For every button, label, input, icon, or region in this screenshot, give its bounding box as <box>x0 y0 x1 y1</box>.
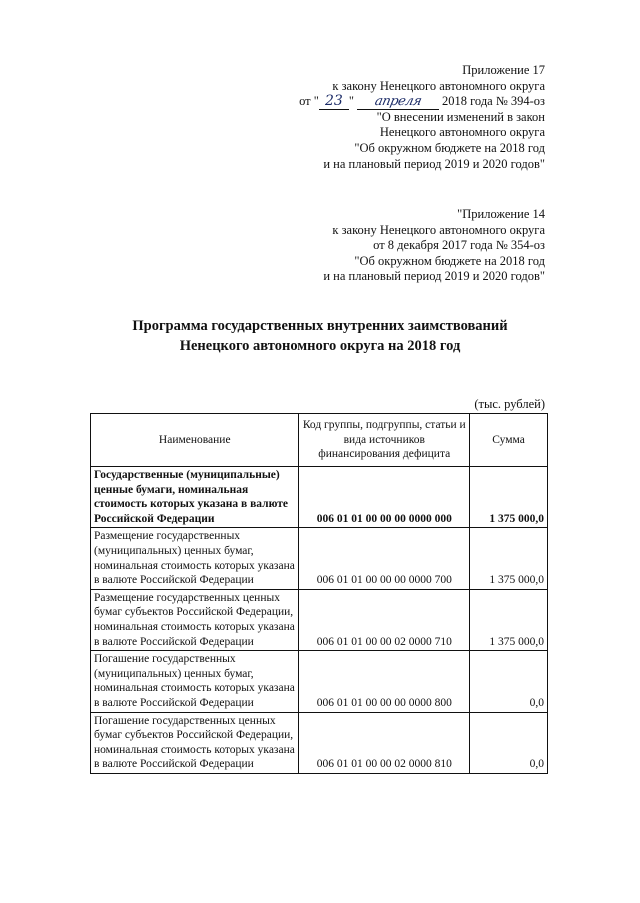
appendix-17-header <box>299 63 545 172</box>
row-code: 006 01 01 00 00 00 0000 700 <box>299 528 470 589</box>
row-name: Погашение государственных (муниципальных) ценных бумаг, номинальная стоимость которых указана в валюте Российской Федерации <box>91 651 299 712</box>
table-header-row <box>91 414 548 467</box>
borrowing-table <box>90 413 548 774</box>
date-quote-close: " <box>348 94 354 109</box>
document-title <box>0 316 640 356</box>
row-name: Размещение государственных ценных бумаг субъектов Российской Федерации, номинальная стоимость которых указана в валюте Российской Федерации <box>91 589 299 650</box>
row-code: 006 01 01 00 00 00 0000 800 <box>299 651 470 712</box>
row-sum: 0,0 <box>470 651 548 712</box>
appendix-14-number: "Приложение 14 <box>457 207 545 221</box>
appendix-17-number: Приложение 17 <box>462 63 545 77</box>
appendix-17-line-4: "О внесении изменений в закон <box>376 109 545 124</box>
header-sum: Сумма <box>470 414 548 467</box>
appendix-17-law-ref: к закону Ненецкого автономного округа <box>332 78 545 93</box>
handwritten-day: 23 <box>324 93 343 110</box>
table-row <box>91 589 548 650</box>
row-code: 006 01 01 00 00 02 0000 810 <box>299 712 470 773</box>
appendix-14-date: от 8 декабря 2017 года № 354-оз <box>373 238 545 253</box>
row-name: Размещение государственных (муниципальных) ценных бумаг, номинальная стоимость которых указана в валюте Российской Федерации <box>91 528 299 589</box>
appendix-17-line-7: и на плановый период 2019 и 2020 годов" <box>323 156 545 171</box>
date-day-field <box>319 95 349 110</box>
title-line-2: Ненецкого автономного округа на 2018 год <box>179 338 461 354</box>
appendix-17-line-6: "Об окружном бюджете на 2018 год <box>354 140 545 155</box>
appendix-17-line-5: Ненецкого автономного округа <box>379 125 545 140</box>
row-sum: 1 375 000,0 <box>470 467 548 528</box>
appendix-17-date-line <box>299 94 545 110</box>
date-month-field <box>357 95 439 110</box>
row-code: 006 01 01 00 00 00 0000 000 <box>299 467 470 528</box>
title-line-1: Программа государственных внутренних заимствований <box>132 318 508 334</box>
row-sum: 1 375 000,0 <box>470 528 548 589</box>
appendix-14-line-5: и на плановый период 2019 и 2020 годов" <box>323 269 545 284</box>
appendix-14-law-ref: к закону Ненецкого автономного округа <box>332 222 545 237</box>
table-row <box>91 467 548 528</box>
row-sum: 0,0 <box>470 712 548 773</box>
row-sum: 1 375 000,0 <box>470 589 548 650</box>
table-row <box>91 712 548 773</box>
units-note: (тыс. рублей) <box>474 397 545 411</box>
row-code: 006 01 01 00 00 02 0000 710 <box>299 589 470 650</box>
date-prefix: от " <box>299 94 319 109</box>
appendix-14-line-4: "Об окружном бюджете на 2018 год <box>354 253 545 268</box>
appendix-14-header <box>323 207 545 285</box>
date-suffix: 2018 года № 394-оз <box>441 94 545 109</box>
row-name: Государственные (муниципальные) ценные бумаги, номинальная стоимость которых указана в валюте Российской Федерации <box>91 467 299 528</box>
header-name: Наименование <box>91 414 299 467</box>
handwritten-month: апреля <box>373 94 423 110</box>
row-name: Погашение государственных ценных бумаг субъектов Российской Федерации, номинальная стоимость которых указана в валюте Российской Федерации <box>91 712 299 773</box>
header-code: Код группы, подгруппы, статьи и вида источников финансирования дефицита <box>299 414 470 467</box>
table-row <box>91 528 548 589</box>
table-row <box>91 651 548 712</box>
